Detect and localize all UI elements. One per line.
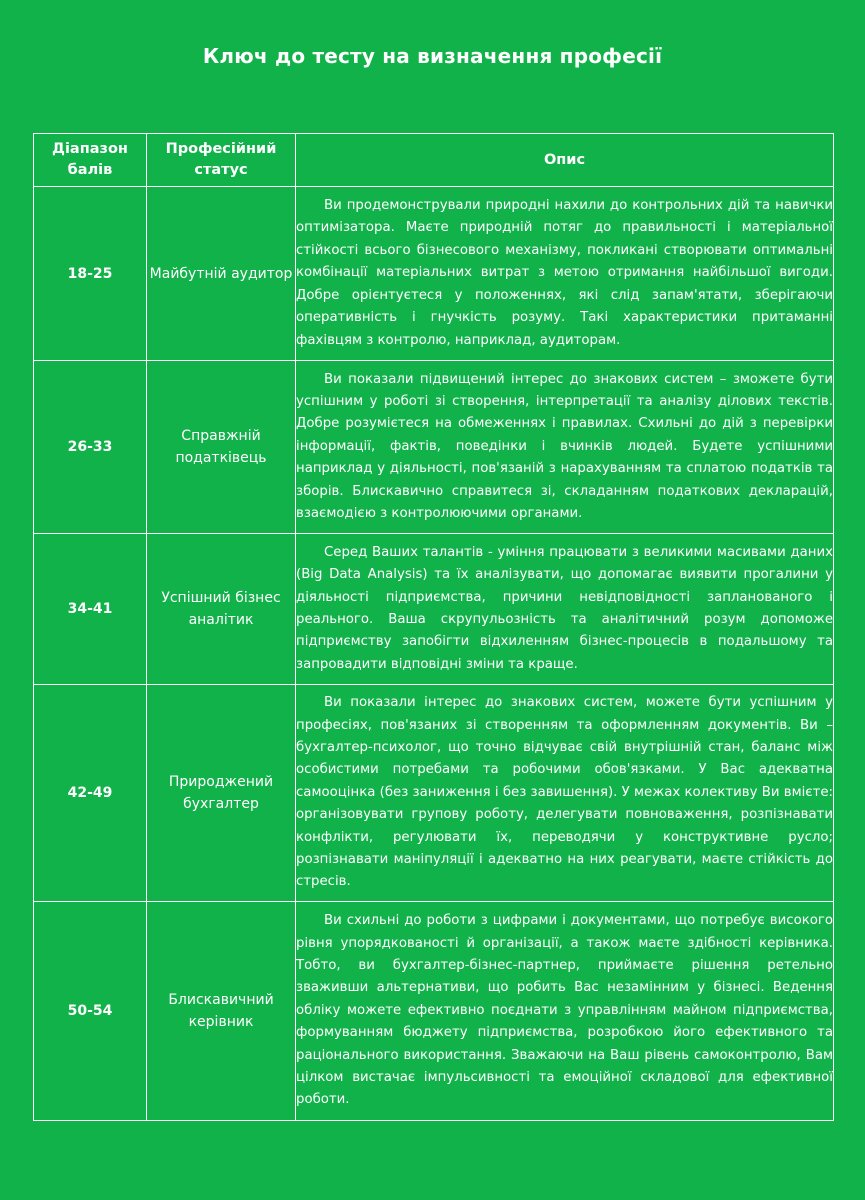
page-title: Ключ до тесту на визначення професії <box>202 44 663 68</box>
row-range: 34-41 <box>34 534 147 685</box>
row-status: Блискавичний керівник <box>147 902 296 1121</box>
row-status: Успішний бізнес аналітик <box>147 534 296 685</box>
row-range: 26-33 <box>34 361 147 534</box>
row-status: Справжній податківець <box>147 361 296 534</box>
header-description: Опис <box>296 134 834 187</box>
table-row <box>34 902 834 1121</box>
row-description: Ви схильні до роботи з цифрами і документами, що потребує високого рівня упорядкованості й організації, а також маєте здібності керівника. Тобто, ви бухгалтер-бізнес-партнер, приймаєте рішення ретельно зваживши альтернативи, що робить Вас незамінним у бізнесі. Ведення обліку можете ефективно поєднати з управлінням майном підприємства, формуванням бюджету підприємства, розробкою його ефективного та раціонального використання. Зважаючи на Ваш рівень самоконтролю, Вам цілком вистачає імпульсивності та емоційної складової для ефективної роботи. <box>296 902 834 1121</box>
table-row <box>34 685 834 902</box>
table-row <box>34 187 834 361</box>
row-range: 42-49 <box>34 685 147 902</box>
header-range: Діапазон балів <box>34 134 147 187</box>
table-row <box>34 361 834 534</box>
answer-key-table <box>33 133 834 1121</box>
row-description: Ви показали підвищений інтерес до знакових систем – зможете бути успішним у роботі зі створення, інтерпретації та аналізу ділових текстів. Добре розумієтеся на обмеженнях і правилах. Схильні до дій з перевірки інформації, фактів, поведінки і вчинків людей. Будете успішними наприклад у діяльності, пов'язаній з нарахуванням та сплатою податків та зборів. Блискавично справитеся зі, складанням податкових декларацій, взаємодією з контролюючими органами. <box>296 361 834 534</box>
row-description: Ви показали інтерес до знакових систем, можете бути успішним у професіях, пов'язаних зі створенням та оформленням документів. Ви – бухгалтер-психолог, що точно відчуває свій внутрішній стан, баланс між особистими потребами та робочими обов'язками. У Вас адекватна самооцінка (без заниження і без завишення). У межах колективу Ви вмієте: організовувати групову роботу, делегувати повноваження, розпізнавати конфлікти, регулювати їх, переводячи у конструктивне русло; розпізнавати маніпуляції і адекватно на них реагувати, маєте стійкість до стресів. <box>296 685 834 902</box>
row-range: 18-25 <box>34 187 147 361</box>
row-description: Серед Ваших талантів - уміння працювати з великими масивами даних (Big Data Analysis) та їх аналізувати, що допомагає виявити прогалини у діяльності підприємства, причини невідповідності запланованого і реального. Ваша скрупульозність та аналітичний розум допоможе підприємству запобігти відхиленням бізнес-процесів в подальшому та запровадити відповідні зміни та краще. <box>296 534 834 685</box>
row-range: 50-54 <box>34 902 147 1121</box>
table-row <box>34 534 834 685</box>
header-status: Професійний статус <box>147 134 296 187</box>
row-description: Ви продемонстрували природні нахили до контрольних дій та навички оптимізатора. Маєте природній потяг до правильності і матеріальної стійкості всього бізнесового механізму, покликані створювати оптимальні комбінації матеріальних витрат з метою отримання найбільшої вигоди. Добре орієнтуєтеся у положеннях, які слід запам'ятати, зберігаючи оперативність і гнучкість розуму. Такі характеристики притаманні фахівцям з контролю, наприклад, аудиторам. <box>296 187 834 361</box>
row-status: Майбутній аудитор <box>147 187 296 361</box>
row-status: Природжений бухгалтер <box>147 685 296 902</box>
table-header-row <box>34 134 834 187</box>
